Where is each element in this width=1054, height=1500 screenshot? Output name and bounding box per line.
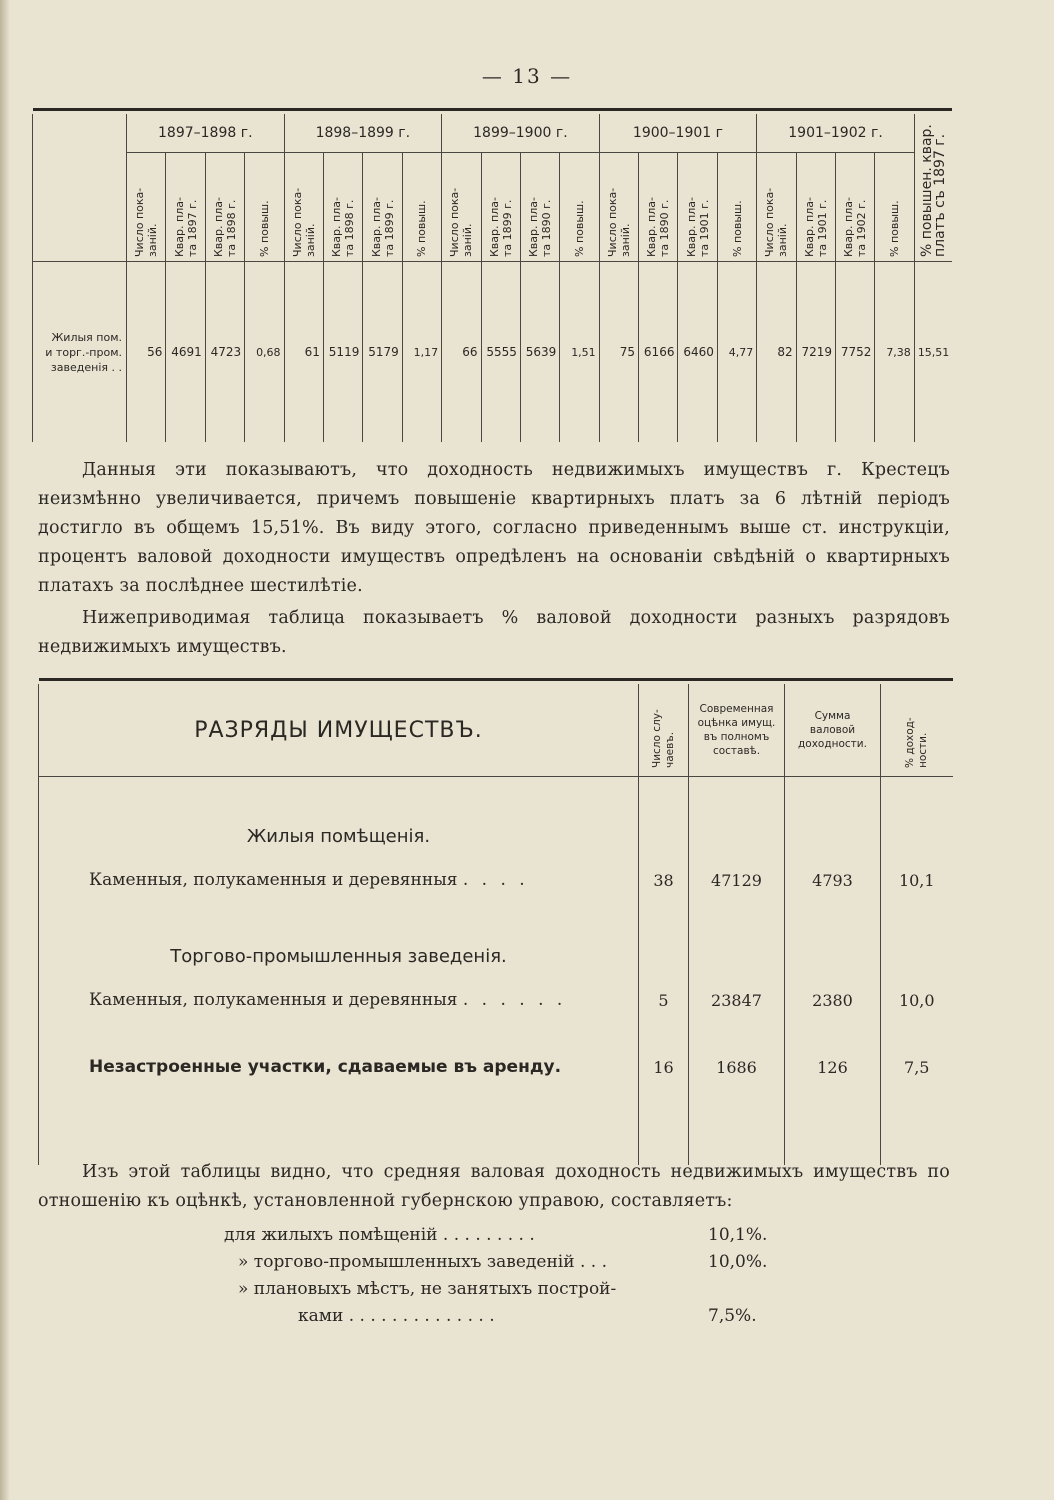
cell: 1,51 xyxy=(560,262,599,443)
cell: 4793 xyxy=(785,851,881,909)
subheader: Квар. пла- та 1890 г. xyxy=(645,197,672,257)
cell: 47129 xyxy=(689,851,785,909)
count-header: Число слу- чаевъ. xyxy=(650,709,676,768)
summary-value: 7,5%. xyxy=(708,1306,757,1326)
subheader: Число пока- заній. xyxy=(605,187,632,257)
row-name: Каменныя, полукаменныя и деревянныя xyxy=(89,990,458,1010)
leader-dots: . . . . . . xyxy=(462,990,567,1010)
table-row xyxy=(39,971,953,1029)
summary-label: для жилыхъ помѣщеній . . . . . . . . . xyxy=(224,1225,535,1245)
list-item xyxy=(224,1276,824,1303)
cell: 1686 xyxy=(689,1029,785,1105)
row-label: Жилыя пом. и торг.-пром. заведенія . . xyxy=(33,262,127,443)
cell: 5555 xyxy=(481,262,520,443)
cell: 7,5 xyxy=(881,1029,953,1105)
year-header: 1898–1899 г. xyxy=(284,114,442,153)
subheader: Число пока- заній. xyxy=(448,187,475,257)
year-header: 1897–1898 г. xyxy=(127,114,285,153)
summary-list xyxy=(224,1222,824,1330)
pct-header: % доход- ности. xyxy=(903,717,929,768)
year-header: 1900–1901 г xyxy=(599,114,757,153)
total-increase-header: % повышен. квар. платъ съ 1897 г. xyxy=(914,114,952,262)
subheader: Число пока- заній. xyxy=(763,187,790,257)
subheader: % повыш. xyxy=(730,200,744,257)
list-item xyxy=(224,1249,824,1276)
row-label-header xyxy=(33,114,127,262)
cell: 1,17 xyxy=(402,262,441,443)
cell: 4,77 xyxy=(717,262,756,443)
list-item xyxy=(224,1303,824,1330)
row-name: Каменныя, полукаменныя и деревянныя xyxy=(89,870,458,890)
subheader: Квар. пла- та 1898 г. xyxy=(211,197,238,257)
page-number: — 13 — xyxy=(481,64,573,88)
section-heading: Жилыя помѣщенія. xyxy=(39,777,639,852)
list-item xyxy=(224,1222,824,1249)
cell: 7752 xyxy=(836,262,875,443)
cell: 75 xyxy=(599,262,638,443)
subheader: Квар. пла- та 1901 г. xyxy=(684,197,711,257)
subheader: % повыш. xyxy=(415,200,429,257)
cell: 7219 xyxy=(796,262,835,443)
summary-value: 10,1%. xyxy=(708,1225,768,1245)
subheader: % повыш. xyxy=(888,200,902,257)
cell: 5179 xyxy=(363,262,402,443)
cell: 5119 xyxy=(323,262,362,443)
cell: 66 xyxy=(442,262,481,443)
category-header: РАЗРЯДЫ ИМУЩЕСТВЪ. xyxy=(39,684,639,777)
cell: 5639 xyxy=(520,262,559,443)
paragraph: Данныя эти показываютъ, что доходность недвижимыхъ имуществъ г. Крестецъ неизмѣнно увеличивается, причемъ повышеніе квартирныхъ платъ за 6 лѣтній періодъ достигло въ общемъ 15,51%. Въ виду этого, согласно приведеннымъ выше ст. инструкціи, процентъ валовой доходности имуществъ опредѣленъ на основаніи свѣдѣній о квартирныхъ платахъ за послѣднее шестилѣтіе. xyxy=(38,460,950,596)
cell: 6166 xyxy=(639,262,678,443)
cell: 5 xyxy=(639,971,689,1029)
cell: 0,68 xyxy=(245,262,284,443)
cell: 82 xyxy=(757,262,796,443)
cell: 10,0 xyxy=(881,971,953,1029)
summary-value: 10,0%. xyxy=(708,1252,768,1272)
cell: 61 xyxy=(284,262,323,443)
rent-increase-table xyxy=(32,108,952,450)
subheader: Квар. пла- та 1899 г. xyxy=(487,197,514,257)
subheader: Квар. пла- та 1901 г. xyxy=(802,197,829,257)
subheader: Квар. пла- та 1890 г. xyxy=(527,197,554,257)
summary-label: » торгово-промышленныхъ заведеній . . . xyxy=(238,1252,607,1272)
section-heading: Торгово-промышленныя заведенія. xyxy=(39,909,639,971)
cell: 4691 xyxy=(166,262,205,443)
leader-dots: . . . . xyxy=(462,870,529,890)
cell: 16 xyxy=(639,1029,689,1105)
summary-label: ками . . . . . . . . . . . . . . xyxy=(298,1306,495,1326)
estimate-header: Современная оцѣнка имущ. въ полномъ составѣ. xyxy=(689,684,785,777)
cell: 15,51 xyxy=(914,262,952,443)
cell: 2380 xyxy=(785,971,881,1029)
subheader: Число пока- заній. xyxy=(290,187,317,257)
cell: 23847 xyxy=(689,971,785,1029)
sum-header: Сумма валовой доходности. xyxy=(785,684,881,777)
table-row xyxy=(39,851,953,909)
year-header: 1901–1902 г. xyxy=(757,114,915,153)
page-edge xyxy=(0,0,10,1500)
table-row xyxy=(39,1029,953,1105)
year-header: 1899–1900 г. xyxy=(442,114,600,153)
cell: 126 xyxy=(785,1029,881,1105)
row-name: Незастроенные участки, сдаваемые въ аренду. xyxy=(39,1029,639,1105)
cell: 10,1 xyxy=(881,851,953,909)
paragraph: Нижеприводимая таблица показываетъ % валовой доходности разныхъ разрядовъ недвижимыхъ имуществъ. xyxy=(38,608,950,657)
property-category-table xyxy=(38,678,952,1140)
subheader: Квар. пла- та 1897 г. xyxy=(172,197,199,257)
subheader: % повыш. xyxy=(257,200,271,257)
subheader: Число пока- заній. xyxy=(133,187,160,257)
cell: 7,38 xyxy=(875,262,914,443)
paragraph: Изъ этой таблицы видно, что средняя валовая доходность недвижимыхъ имуществъ по отношенію къ оцѣнкѣ, установленной губернскою управою, составляетъ: xyxy=(38,1162,950,1211)
summary-label: » плановыхъ мѣстъ, не занятыхъ построй- xyxy=(238,1279,617,1299)
subheader: % повыш. xyxy=(572,200,586,257)
cell: 38 xyxy=(639,851,689,909)
cell: 6460 xyxy=(678,262,717,443)
subheader: Квар. пла- та 1898 г. xyxy=(330,197,357,257)
table-row xyxy=(33,262,953,443)
cell: 56 xyxy=(127,262,166,443)
cell: 4723 xyxy=(205,262,244,443)
subheader: Квар. пла- та 1902 г. xyxy=(842,197,869,257)
subheader: Квар. пла- та 1899 г. xyxy=(369,197,396,257)
